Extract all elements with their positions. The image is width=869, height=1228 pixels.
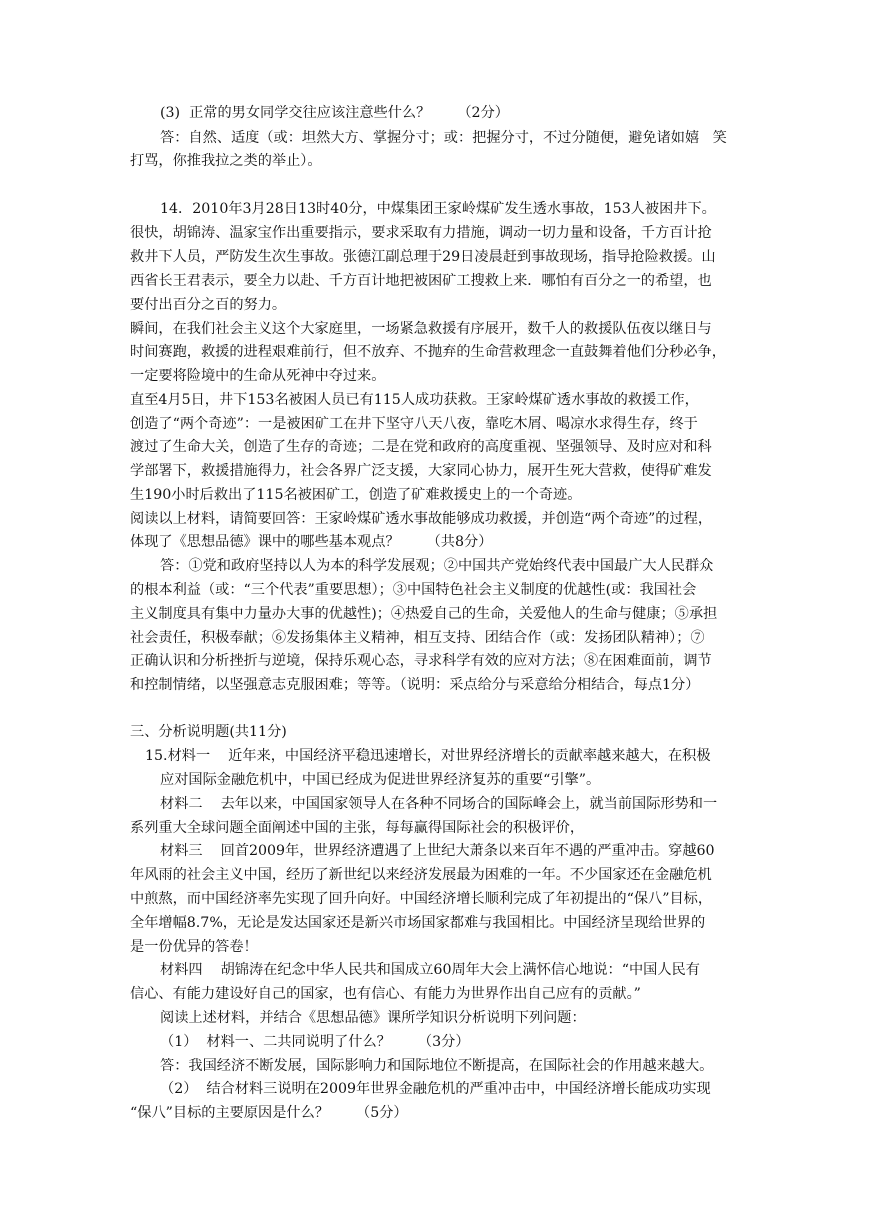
question-15-2-line-1: （2） 结合材料三说明在2009年世界金融危机的严重冲击中，中国经济增长能成功实现 bbox=[160, 1081, 711, 1097]
material-4-line-1: 材料四 胡锦涛在纪念中华人民共和国成立60周年大会上满怀信心地说：“中国人民有 bbox=[160, 962, 700, 978]
question-14-line-4: 西省长王君表示，要全力以赴、千方百计地把被困矿工搜救上来．哪怕有百分之一的希望，也 bbox=[130, 273, 712, 289]
section-3-heading: 三、分析说明题(共11分) bbox=[130, 724, 287, 740]
material-3-line-4: 全年增幅8.7%，无论是发达国家还是新兴市场国家都难与我国相比。中国经济呈现给世界的 bbox=[130, 915, 706, 931]
question-15-2-line-2: “保八”目标的主要原因是什么？ （5分） bbox=[130, 1105, 408, 1121]
material-3-line-3: 中煎熬，而中国经济率先实现了回升向好。中国经济增长顺利完成了年初提出的“保八”目标， bbox=[130, 891, 713, 907]
question-14-line-3: 救井下人员，严防发生次生事故。张德江副总理于29日凌晨赶到事故现场，指导抢险救援。山 bbox=[130, 249, 716, 265]
question-14-line-15: 体现了《思想品德》课中的哪些基本观点？ （共8分） bbox=[130, 534, 493, 550]
answer-14-line-4: 社会责任，积极奉献；⑥发扬集体主义精神，相互支持、团结合作（或：发扬团队精神）；⑦ bbox=[130, 630, 705, 646]
question-14-line-9: 直至4月5日，井下153名被困人员已有115人成功获救。王家岭煤矿透水事故的救援工作， bbox=[130, 392, 699, 408]
material-2-line-2: 系列重大全球问题全面阐述中国的主张，每每赢得国际社会的积极评价， bbox=[130, 820, 585, 836]
answer-13-3-line-2: 打骂，你推我拉之类的举止）。 bbox=[130, 153, 322, 169]
material-4-line-2: 信心、有能力建设好自己的国家，也有信心、有能力为世界作出自己应有的贡献。” bbox=[130, 986, 641, 1002]
question-14-line-12: 学部署下，救援措施得力，社会各界广泛支援，大家同心协力，展开生死大营救，使得矿难发 bbox=[130, 463, 712, 479]
answer-14-line-6: 和控制情绪，以坚强意志克服困难；等等。（说明：采点给分与采意给分相结合，每点1分） bbox=[130, 677, 700, 693]
material-3-line-1: 材料三 回首2009年，世界经济遭遇了上世纪大萧条以来百年不遇的严重冲击。穿越60 bbox=[160, 843, 715, 859]
instruction-line: 阅读上述材料，并结合《思想品德》课所学知识分析说明下列问题： bbox=[160, 1010, 586, 1026]
material-3-line-2: 年风雨的社会主义中国，经历了新世纪以来经济发展最为困难的一年。不少国家还在金融危机 bbox=[130, 867, 712, 883]
question-14-line-13: 生190小时后救出了115名被困矿工，创造了矿难救援史上的一个奇迹。 bbox=[130, 487, 582, 503]
answer-14-line-3: 主义制度具有集中力量办大事的优越性)；④热爱自己的生命，关爱他人的生命与健康；⑤承担 bbox=[130, 606, 718, 622]
question-13-3: (3) 正常的男女同学交往应该注意些什么？ （2分） bbox=[160, 105, 509, 121]
question-14-line-5: 要付出百分之百的努力。 bbox=[130, 297, 287, 313]
answer-14-line-2: 的根本利益（或：“三个代表”重要思想）；③中国特色社会主义制度的优越性(或：我国社会 bbox=[130, 582, 697, 598]
question-14-line-6: 瞬间，在我们社会主义这个大家庭里，一场紧急救援有序展开，数千人的救援队伍夜以继日与 bbox=[130, 321, 712, 337]
answer-13-3-line-1: 答：自然、适度（或：坦然大方、掌握分寸；或：把握分寸，不过分随便，避免诸如嬉 笑 bbox=[160, 130, 727, 146]
question-14-line-10: 创造了“两个奇迹”：一是被困矿工在井下坚守八天八夜，靠吃木屑、喝凉水求得生存，终于 bbox=[130, 416, 698, 432]
question-14-line-2: 很快，胡锦涛、温家宝作出重要指示，要求采取有力措施，调动一切力量和设备，千方百计抢 bbox=[130, 225, 712, 241]
material-3-line-5: 是一份优异的答卷！ bbox=[130, 939, 258, 955]
answer-14-line-1: 答：①党和政府坚持以人为本的科学发展观；②中国共产党始终代表中国最广大人民群众 bbox=[160, 558, 714, 574]
question-14-line-1: 14．2010年3月28日13时40分，中煤集团王家岭煤矿发生透水事故，153人被困井下。 bbox=[160, 201, 716, 217]
question-14-line-14: 阅读以上材料，请简要回答：王家岭煤矿透水事故能够成功救援，并创造“两个奇迹”的过程， bbox=[130, 511, 713, 527]
material-1-line-1: 15.材料一 近年来，中国经济平稳迅速增长，对世界经济增长的贡献率越来越大，在积极 bbox=[145, 748, 711, 764]
question-14-line-7: 时间赛跑，救援的进程艰难前行，但不放弃、不抛弃的生命营救理念一直鼓舞着他们分秒必争， bbox=[130, 344, 726, 360]
question-14-line-8: 一定要将险境中的生命从死神中夺过来。 bbox=[130, 368, 386, 384]
material-1-line-2: 应对国际金融危机中，中国已经成为促进世界经济复苏的重要“引擎”。 bbox=[160, 772, 601, 788]
answer-15-1: 答：我国经济不断发展，国际影响力和国际地位不断提高，在国际社会的作用越来越大。 bbox=[160, 1058, 714, 1074]
question-14-line-11: 渡过了生命大关，创造了生存的奇迹；二是在党和政府的高度重视、坚强领导、及时应对和科 bbox=[130, 439, 712, 455]
question-15-1: （1） 材料一、二共同说明了什么？ （3分） bbox=[160, 1034, 470, 1050]
answer-14-line-5: 正确认识和分析挫折与逆境，保持乐观心态，寻求科学有效的应对方法；⑧在困难面前，调节 bbox=[130, 653, 712, 669]
material-2-line-1: 材料二 去年以来，中国国家领导人在各种不同场合的国际峰会上，就当前国际形势和一 bbox=[160, 796, 718, 812]
